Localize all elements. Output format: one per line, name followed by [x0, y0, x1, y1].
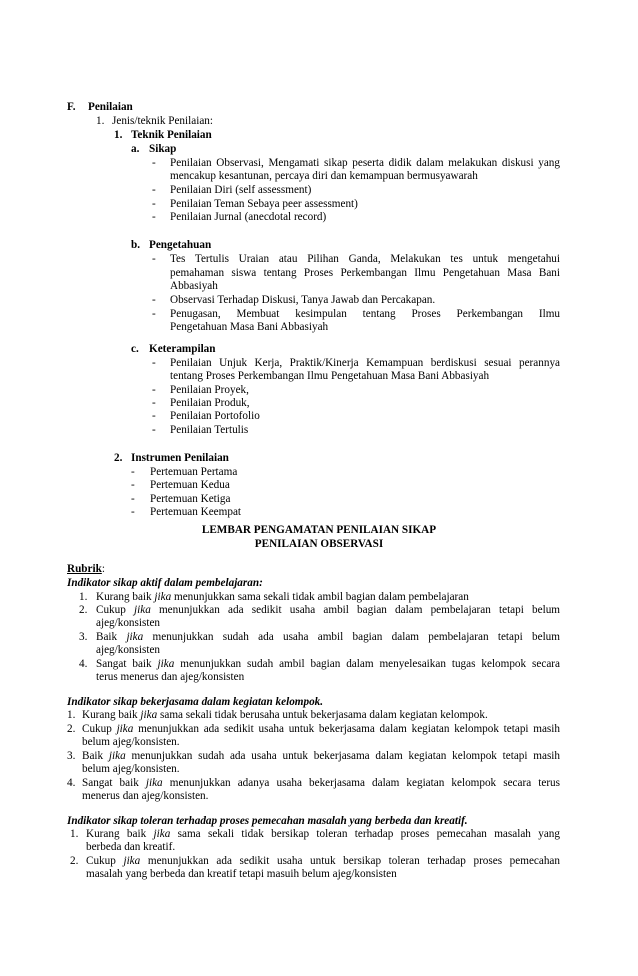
rubrik-colon: :	[101, 563, 105, 575]
section-letter: F.	[67, 101, 76, 113]
jenis-num: 1.	[96, 115, 105, 127]
list-dash: -	[131, 479, 135, 491]
list-dash: -	[152, 211, 156, 223]
indikator-aktif-title: Indikator sikap aktif dalam pembelajaran:	[67, 577, 263, 589]
keterampilan-letter: c.	[131, 343, 139, 355]
indikator-line	[82, 750, 560, 763]
pengetahuan-item-line: Abbasiyah	[170, 280, 218, 292]
keterampilan-item-line: Penilaian Unjuk Kerja, Praktik/Kinerja Kemampuan berdiskusi sesuai perannya	[170, 357, 560, 369]
pengetahuan-item-line: Pengetahuan Masa Bani Abbasiyah	[170, 321, 329, 333]
pengetahuan-item-line: Observasi Terhadap Diskusi, Tanya Jawab dan Percakapan.	[170, 294, 436, 306]
indikator-level: Sangat baik	[96, 658, 158, 670]
jika-word: jika	[153, 828, 171, 840]
indikator-desc: sama sekali tidak bersikap toleran terhadap proses pemecahan masalah yang	[170, 828, 560, 840]
indikator-level: Kurang baik	[86, 828, 154, 840]
list-dash: -	[152, 357, 156, 369]
indikator-num: 1.	[67, 709, 76, 721]
indikator-cont: berbeda dan kreatif.	[86, 841, 176, 853]
indikator-level: Baik	[96, 631, 127, 643]
keterampilan-title: Keterampilan	[149, 343, 216, 355]
list-dash: -	[152, 157, 156, 169]
jika-word: jika	[123, 855, 141, 867]
section-title: Penilaian	[88, 101, 133, 113]
indikator-num: 2.	[70, 855, 79, 867]
jika-word: jika	[140, 709, 158, 721]
list-dash: -	[131, 466, 135, 478]
list-dash: -	[152, 198, 156, 210]
keterampilan-item-line: Penilaian Produk,	[170, 397, 250, 409]
instrumen-num: 2.	[114, 452, 123, 464]
indikator-num: 4.	[79, 658, 88, 670]
pengetahuan-item-line: Tes Tertulis Uraian atau Pilihan Ganda, Melakukan tes untuk mengetahui	[170, 253, 560, 265]
list-dash: -	[131, 493, 135, 505]
indikator-line	[96, 658, 560, 671]
indikator-desc: sama sekali tidak berusaha untuk bekerjasama dalam kegiatan kelompok.	[157, 709, 488, 721]
indikator-desc: menunjukkan ada sedikit usaha untuk bekerjasama dalam kegiatan kelompok tetapi masih	[133, 723, 560, 735]
list-dash: -	[152, 184, 156, 196]
sikap-letter: a.	[131, 143, 140, 155]
indikator-desc: menunjukkan ada sedikit usaha untuk bersikap toleran terhadap proses pemecahan	[140, 855, 560, 867]
instrumen-item: Pertemuan Kedua	[150, 479, 230, 491]
indikator-num: 1.	[70, 828, 79, 840]
indikator-level: Kurang baik	[82, 709, 141, 721]
indikator-cont: belum ajeg/konsisten.	[82, 763, 180, 775]
keterampilan-item-line: Penilaian Proyek,	[170, 384, 249, 396]
indikator-level: Cukup	[96, 604, 135, 616]
lembar-heading-line2: PENILAIAN OBSERVASI	[254, 538, 384, 550]
jika-word: jika	[126, 631, 144, 643]
indikator-level: Kurang baik	[96, 591, 155, 603]
pengetahuan-item-line: pemahaman siswa tentang Proses Perkembangan Ilmu Pengetahuan Masa Bani	[170, 267, 560, 279]
teknik-title: Teknik Penilaian	[131, 129, 212, 141]
instrumen-item: Pertemuan Pertama	[150, 466, 238, 478]
indikator-toleran-title: Indikator sikap toleran terhadap proses pemecahan masalah yang berbeda dan kreatif.	[67, 815, 468, 827]
keterampilan-item-line: Penilaian Portofolio	[170, 410, 260, 422]
sikap-item-line: mencakup kesantunan, percaya diri dan kemampuan bermusyawarah	[170, 170, 478, 182]
indikator-level: Cukup	[86, 855, 124, 867]
list-dash: -	[152, 410, 156, 422]
indikator-desc: menunjukkan sudah ambil bagian dalam menyelesaikan tugas kelompok secara	[174, 658, 560, 670]
list-dash: -	[152, 253, 156, 265]
indikator-num: 3.	[67, 750, 76, 762]
list-dash: -	[152, 294, 156, 306]
sikap-item-line: Penilaian Jurnal (anecdotal record)	[170, 211, 327, 223]
sikap-item-line: Penilaian Diri (self assessment)	[170, 184, 312, 196]
indikator-line	[82, 723, 560, 736]
jika-word: jika	[154, 591, 172, 603]
instrumen-item: Pertemuan Ketiga	[150, 493, 231, 505]
lembar-heading-line1: LEMBAR PENGAMATAN PENILAIAN SIKAP	[201, 524, 437, 536]
indikator-line	[96, 591, 469, 604]
instrumen-item: Pertemuan Keempat	[150, 506, 242, 518]
indikator-cont: ajeg/konsisten	[96, 644, 161, 656]
indikator-line	[82, 709, 488, 722]
jika-word: jika	[134, 604, 151, 616]
indikator-kerjasama-title: Indikator sikap bekerjasama dalam kegiatan kelompok.	[67, 696, 324, 708]
indikator-line	[82, 777, 560, 790]
list-dash: -	[152, 308, 156, 320]
indikator-line	[96, 604, 560, 617]
sikap-item-line: Penilaian Teman Sebaya peer assessment)	[170, 198, 358, 210]
list-dash: -	[152, 397, 156, 409]
indikator-line	[86, 828, 560, 841]
indikator-level: Cukup	[82, 723, 117, 735]
jika-word: jika	[108, 750, 126, 762]
keterampilan-item-line: Penilaian Tertulis	[170, 424, 249, 436]
indikator-line	[86, 855, 560, 868]
indikator-desc: menunjukkan sudah ada usaha untuk bekerjasama dalam kegiatan kelompok tetapi masih	[125, 750, 560, 762]
rubrik-label: Rubrik	[67, 563, 102, 575]
indikator-desc: menunjukkan sudah ada usaha ambil bagian dalam pembelajaran tetapi belum	[143, 631, 560, 643]
list-dash: -	[152, 424, 156, 436]
indikator-level: Baik	[82, 750, 109, 762]
sikap-item-line: Penilaian Observasi, Mengamati sikap peserta didik dalam melakukan diskusi yang	[170, 157, 560, 169]
sikap-title: Sikap	[149, 143, 177, 155]
instrumen-title: Instrumen Penilaian	[131, 452, 229, 464]
indikator-cont: ajeg/konsisten	[96, 617, 161, 629]
pengetahuan-item-line: Penugasan, Membuat kesimpulan tentang Proses Perkembangan Ilmu	[170, 308, 560, 320]
indikator-num: 2.	[67, 723, 76, 735]
rubrik-label-line	[67, 563, 105, 576]
indikator-num: 4.	[67, 777, 76, 789]
jika-word: jika	[116, 723, 134, 735]
indikator-cont: terus menerus dan ajeg/konsisten	[96, 671, 245, 683]
indikator-desc: menunjukkan sama sekali tidak ambil bagian dalam pembelajaran	[171, 591, 469, 603]
indikator-cont: belum ajeg/konsisten.	[82, 736, 180, 748]
indikator-line	[96, 631, 560, 644]
indikator-desc: menunjukkan adanya usaha bekerjasama dalam kegiatan kelompok secara terus	[162, 777, 560, 789]
jika-word: jika	[145, 777, 163, 789]
teknik-num: 1.	[114, 129, 123, 141]
indikator-desc: menunjukkan ada sedikit usaha ambil bagian dalam pembelajaran tetapi belum	[150, 604, 560, 616]
pengetahuan-letter: b.	[131, 239, 141, 251]
indikator-cont: menerus dan ajeg/konsisten.	[82, 790, 209, 802]
indikator-level: Sangat baik	[82, 777, 146, 789]
pengetahuan-title: Pengetahuan	[149, 239, 212, 251]
jika-word: jika	[157, 658, 175, 670]
indikator-num: 2.	[79, 604, 88, 616]
indikator-num: 1.	[79, 591, 88, 603]
keterampilan-item-line: tentang Proses Perkembangan Ilmu Pengetahuan Masa Bani Abbasiyah	[170, 370, 490, 382]
jenis-title: Jenis/teknik Penilaian:	[112, 115, 213, 127]
list-dash: -	[131, 506, 135, 518]
indikator-cont: masalah yang berbeda dan kreatif tetapi masuih belum ajeg/konsisten	[86, 868, 397, 880]
list-dash: -	[152, 384, 156, 396]
indikator-num: 3.	[79, 631, 88, 643]
